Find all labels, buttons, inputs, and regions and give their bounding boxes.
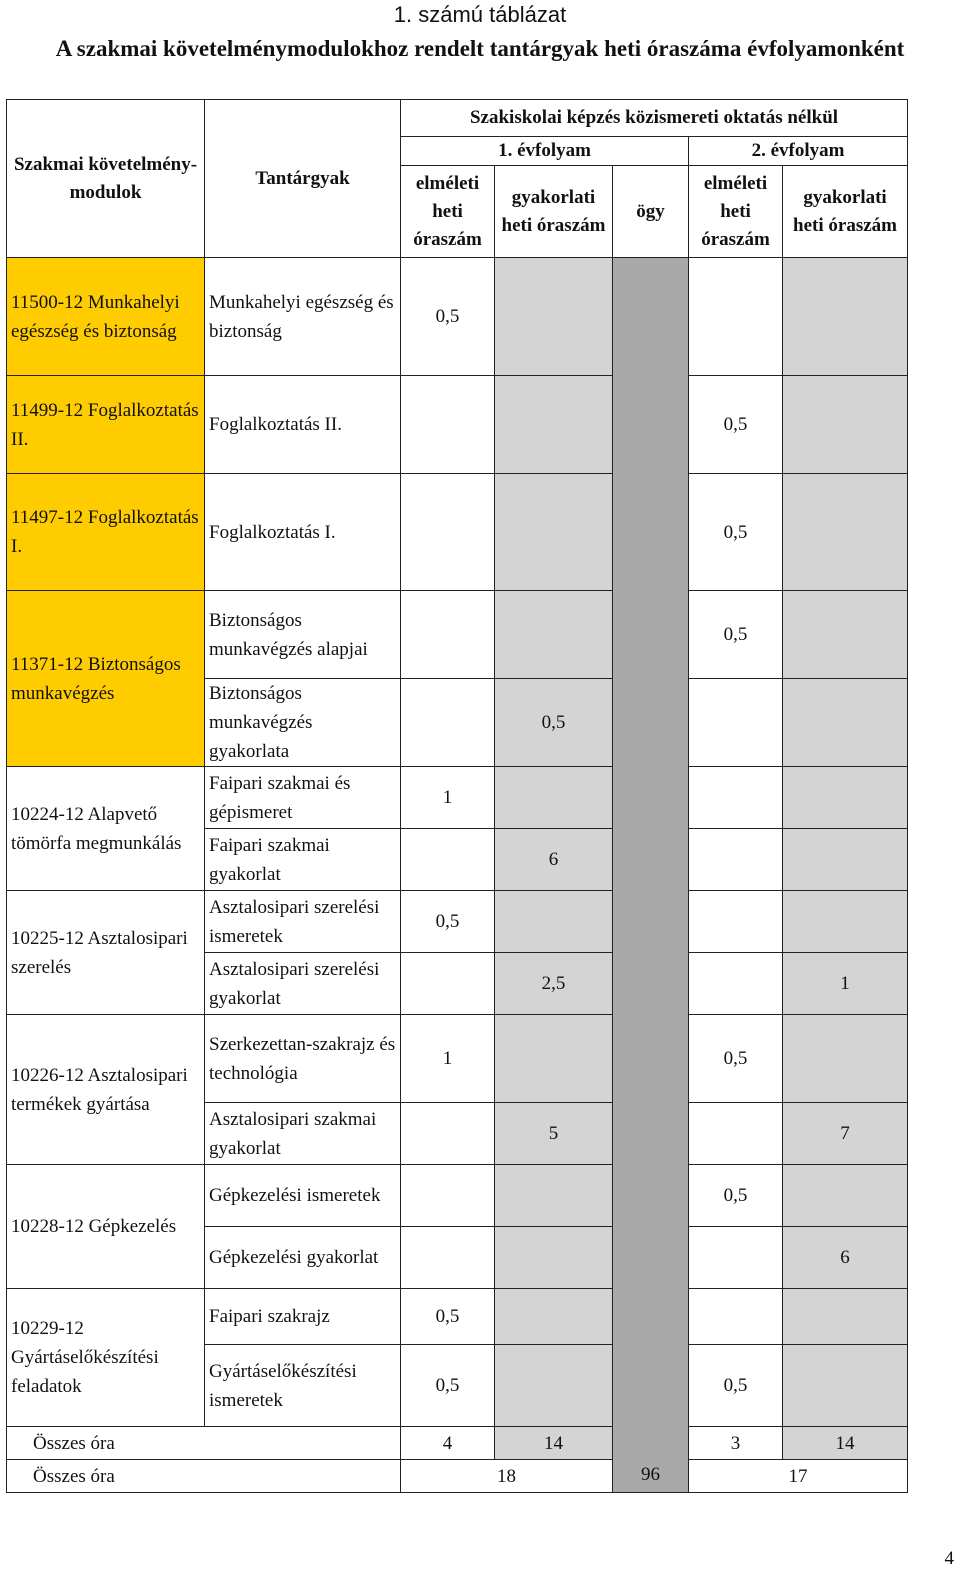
module-cell: 10224-12 Alapvető tömörfa megmunkálás	[7, 767, 205, 891]
value-cell: 0,5	[689, 1165, 783, 1227]
header-y1-theory: elméleti heti óraszám	[401, 166, 495, 258]
header-training: Szakiskolai képzés közismereti oktatás nélkül	[401, 100, 908, 137]
module-cell: 11500-12 Munkahelyi egészség és biztonság	[7, 258, 205, 376]
table-row	[7, 474, 908, 591]
table-row	[7, 376, 908, 474]
totals-row	[7, 1460, 908, 1493]
header-year1: 1. évfolyam	[401, 137, 689, 166]
value-cell: 0,5	[401, 1289, 495, 1345]
subject-cell: Faipari szakrajz	[205, 1289, 401, 1345]
ogy-column	[613, 258, 689, 1493]
subject-cell: Asztalosipari szakmai gyakorlat	[205, 1103, 401, 1165]
value-cell: 14	[495, 1427, 613, 1460]
table-row	[7, 767, 908, 829]
value-cell: 6	[495, 829, 613, 891]
table-row	[7, 258, 908, 376]
header-y2-theory: elméleti heti óraszám	[689, 166, 783, 258]
value-cell: 18	[401, 1460, 613, 1493]
table-title: A szakmai követelménymodulokhoz rendelt tantárgyak heti óraszáma évfolyamonként	[55, 36, 905, 61]
subject-cell: Asztalosipari szerelési gyakorlat	[205, 953, 401, 1015]
value-cell: 0,5	[689, 1345, 783, 1427]
value-cell: 1	[783, 953, 908, 1015]
module-cell: 10228-12 Gépkezelés	[7, 1165, 205, 1289]
header-y1-practice: gyakorlati heti óraszám	[495, 166, 613, 258]
value-cell: 0,5	[401, 891, 495, 953]
subject-cell: Foglalkoztatás I.	[205, 474, 401, 591]
module-cell: 11497-12 Foglalkoztatás I.	[7, 474, 205, 591]
table-row	[7, 1165, 908, 1227]
subject-cell: Faipari szakmai gyakorlat	[205, 829, 401, 891]
value-cell: 0,5	[689, 474, 783, 591]
value-cell: 0,5	[689, 376, 783, 474]
value-cell: 0,5	[689, 1015, 783, 1103]
page-number: 4	[944, 1548, 954, 1569]
module-cell: 11499-12 Foglalkoztatás II.	[7, 376, 205, 474]
value-cell: 1	[401, 1015, 495, 1103]
value-cell: 7	[783, 1103, 908, 1165]
value-cell: 4	[401, 1427, 495, 1460]
subject-cell: Gépkezelési gyakorlat	[205, 1227, 401, 1289]
table-row	[7, 1015, 908, 1103]
totals-label: Összes óra	[7, 1427, 401, 1460]
subject-cell: Munkahelyi egészség és biztonság	[205, 258, 401, 376]
subject-cell: Biztonságos munkavégzés alapjai	[205, 591, 401, 679]
header-ogy: ögy	[613, 166, 689, 258]
value-cell: 1	[401, 767, 495, 829]
subject-cell: Gépkezelési ismeretek	[205, 1165, 401, 1227]
module-cell: 10226-12 Asztalosipari termékek gyártása	[7, 1015, 205, 1165]
value-cell: 0,5	[401, 1345, 495, 1427]
table-row	[7, 591, 908, 679]
value-cell: 0,5	[689, 591, 783, 679]
table-row	[7, 891, 908, 953]
subject-cell: Foglalkoztatás II.	[205, 376, 401, 474]
hours-table	[6, 99, 908, 1493]
module-cell: 10225-12 Asztalosipari szerelés	[7, 891, 205, 1015]
value-cell: 6	[783, 1227, 908, 1289]
value-cell: 5	[495, 1103, 613, 1165]
value-cell: 0,5	[495, 679, 613, 767]
subject-cell: Asztalosipari szerelési ismeretek	[205, 891, 401, 953]
totals-row	[7, 1427, 908, 1460]
ogy-total: 96	[641, 1463, 660, 1485]
subject-cell: Gyártáselőkészítési ismeretek	[205, 1345, 401, 1427]
module-cell: 11371-12 Biztonságos munkavégzés	[7, 591, 205, 767]
table-row	[7, 1289, 908, 1345]
header-y2-practice: gyakorlati heti óraszám	[783, 166, 908, 258]
header-year2: 2. évfolyam	[689, 137, 908, 166]
subject-cell: Szerkezettan-szakrajz és technológia	[205, 1015, 401, 1103]
value-cell: 17	[689, 1460, 908, 1493]
subject-cell: Faipari szakmai és gépismeret	[205, 767, 401, 829]
module-cell: 10229-12 Gyártáselőkészítési feladatok	[7, 1289, 205, 1427]
value-cell: 14	[783, 1427, 908, 1460]
value-cell: 2,5	[495, 953, 613, 1015]
value-cell: 0,5	[401, 258, 495, 376]
value-cell: 3	[689, 1427, 783, 1460]
header-subjects: Tantárgyak	[205, 100, 401, 258]
table-number: 1. számú táblázat	[393, 2, 567, 27]
subject-cell: Biztonságos munkavégzés gyakorlata	[205, 679, 401, 767]
header-modules: Szakmai követelmény-modulok	[7, 100, 205, 258]
totals-label: Összes óra	[7, 1460, 401, 1493]
